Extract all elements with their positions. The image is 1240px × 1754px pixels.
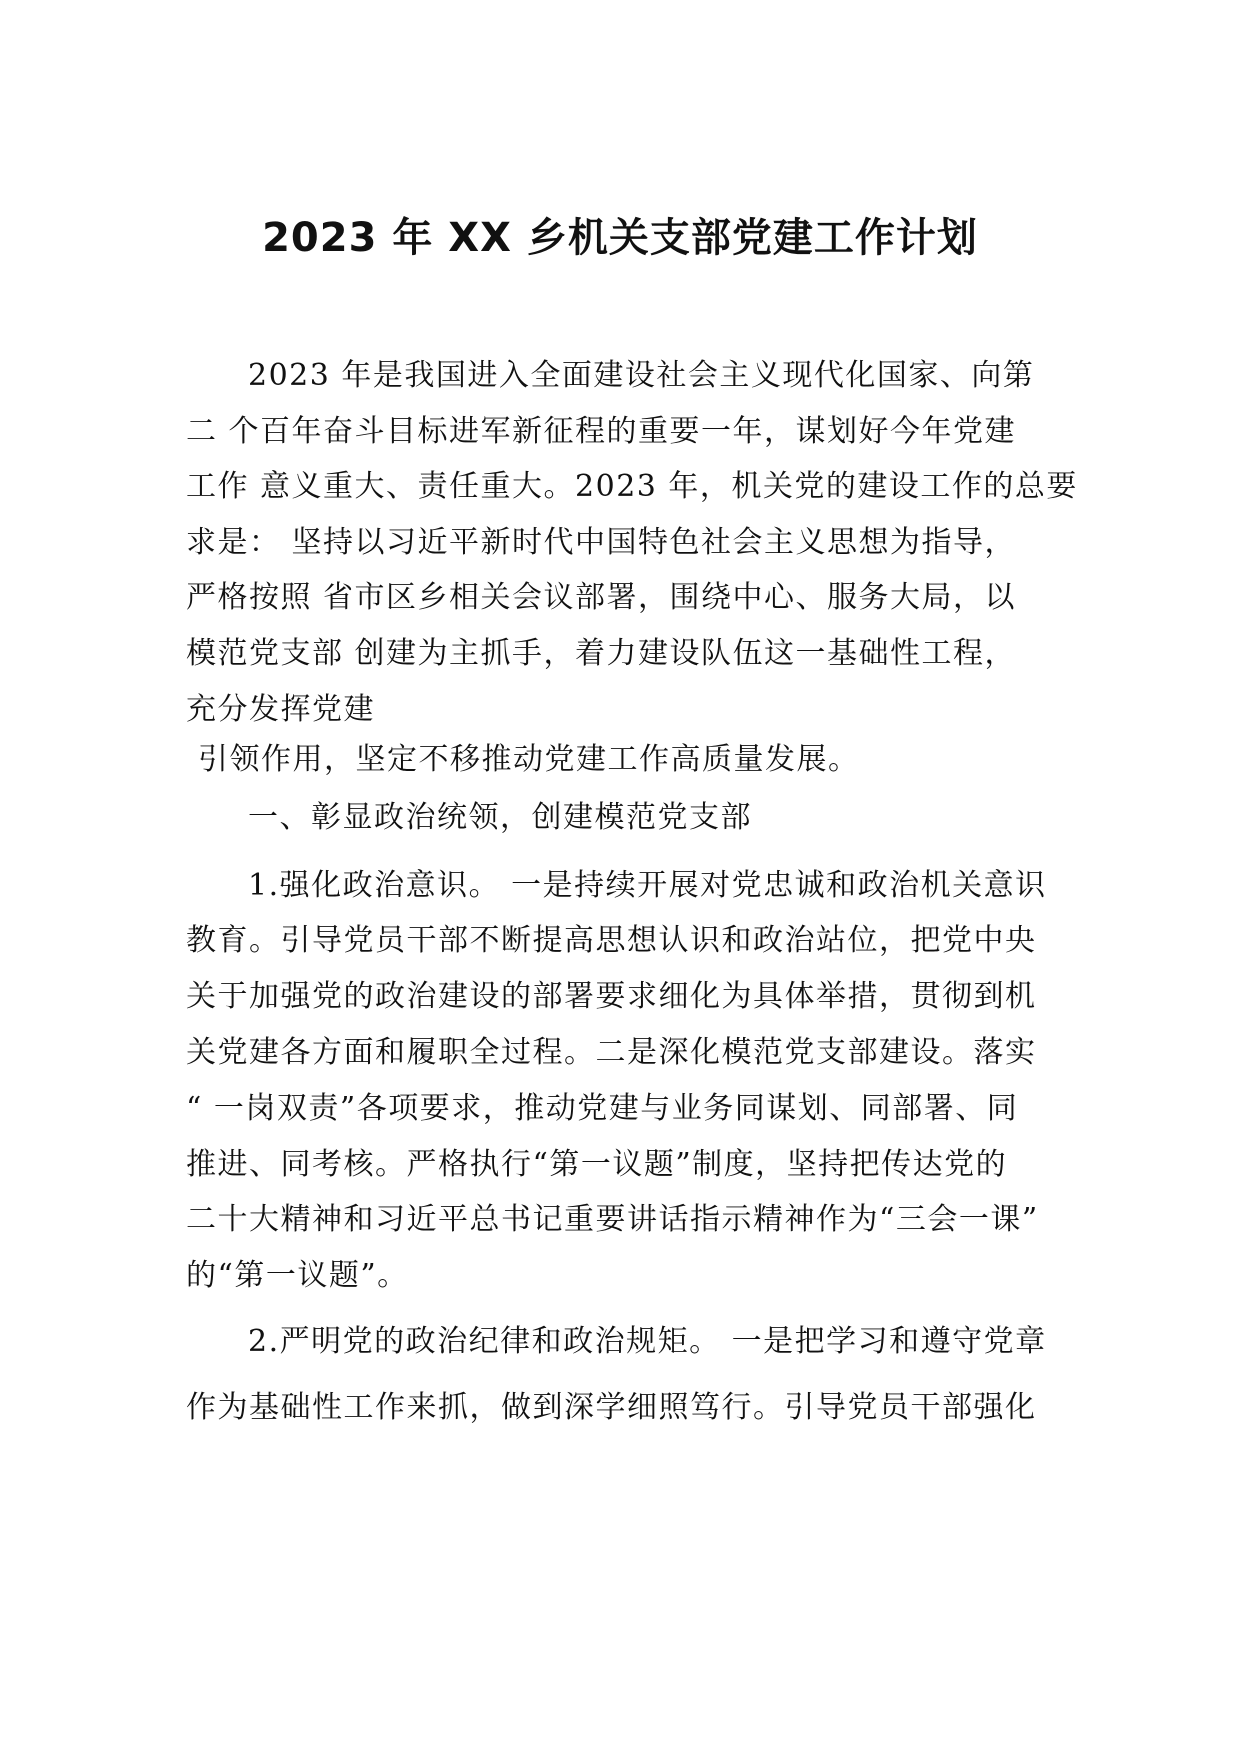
- paragraph-line: 关党建各方面和履职全过程。二是深化模范党支部建设。落实: [186, 1035, 1037, 1070]
- document-title: 2023 年 XX 乡机关支部党建工作计划: [262, 215, 978, 261]
- paragraph-line: 二十大精神和习近平总书记重要讲话指示精神作为“三会一课”: [186, 1202, 1039, 1237]
- paragraph-line: 二 个百年奋斗目标进军新征程的重要一年，谋划好今年党建: [186, 414, 1017, 449]
- section-heading: 一、彰显政治统领，创建模范党支部: [248, 800, 752, 835]
- paragraph-line: 推进、同考核。严格执行“第一议题”制度，坚持把传达党的: [186, 1147, 1008, 1182]
- paragraph-line: 2.严明党的政治纪律和政治规矩。 一是把学习和遵守党章: [248, 1324, 1047, 1359]
- paragraph-line: 引领作用，坚定不移推动党建工作高质量发展。: [198, 742, 860, 777]
- paragraph-line: 1.强化政治意识。 一是持续开展对党忠诚和政治机关意识: [248, 868, 1047, 903]
- paragraph-line: 模范党支部 创建为主抓手，着力建设队伍这一基础性工程，: [186, 636, 1017, 671]
- paragraph-line: 求是： 坚持以习近平新时代中国特色社会主义思想为指导，: [186, 525, 1017, 560]
- paragraph-line: “ 一岗双责”各项要求，推动党建与业务同谋划、同部署、同: [186, 1091, 1019, 1126]
- paragraph-line: 关于加强党的政治建设的部署要求细化为具体举措，贯彻到机: [186, 979, 1037, 1014]
- paragraph-line: 2023 年是我国进入全面建设社会主义现代化国家、向第: [248, 358, 1035, 393]
- paragraph-line: 的“第一议题”。: [186, 1258, 409, 1293]
- paragraph-line: 工作 意义重大、责任重大。2023 年，机关党的建设工作的总要: [186, 469, 1078, 504]
- paragraph-line: 严格按照 省市区乡相关会议部署，围绕中心、服务大局，以: [186, 580, 1017, 615]
- paragraph-line: 教育。引导党员干部不断提高思想认识和政治站位，把党中央: [186, 923, 1037, 958]
- paragraph-line: 充分发挥党建: [186, 692, 375, 727]
- paragraph-line: 作为基础性工作来抓，做到深学细照笃行。引导党员干部强化: [186, 1390, 1037, 1425]
